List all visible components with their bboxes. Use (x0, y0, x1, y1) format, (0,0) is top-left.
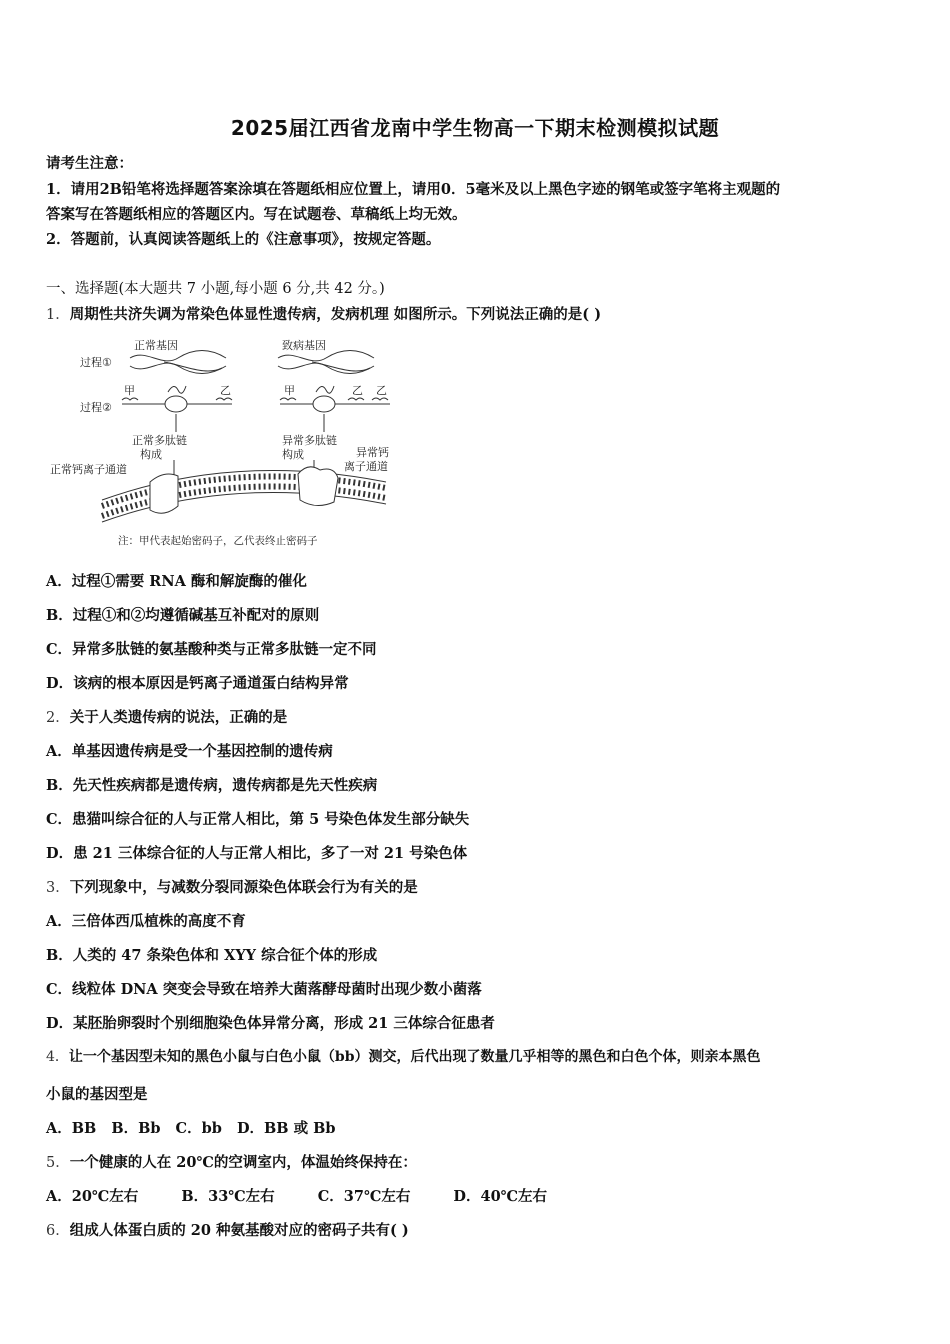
question-2-stem (46, 706, 287, 727)
question-1-text: 周期性共济失调为常染色体显性遗传病，发病机理 如图所示。下列说法正确的是( ) (69, 306, 602, 323)
normal-calcium-channel (150, 474, 178, 513)
ribosome-right (313, 396, 335, 412)
question-3-text: 下列现象中，与减数分裂同源染色体联会行为有关的是 (69, 879, 418, 896)
question-1-number: 1． (46, 307, 70, 323)
dna-strand-left-bottom (130, 363, 226, 373)
normal-gene-label: 正常基因 (134, 339, 178, 352)
abnormal-calcium-channel (298, 467, 338, 506)
q3-option-d: D．某胚胎卵裂时个别细胞染色体异常分离，形成 21 三体综合征患者 (46, 1015, 495, 1032)
q2-option-d: D．患 21 三体综合征的人与正常人相比，多了一对 21 号染色体 (46, 845, 468, 862)
q2-option-b: B．先天性疾病都是遗传病，遗传病都是先天性疾病 (46, 777, 378, 794)
dna-strand-left-top (130, 351, 226, 361)
form-right-label: 构成 (282, 448, 304, 461)
q3-option-b: B．人类的 47 条染色体和 XYY 综合征个体的形成 (46, 947, 378, 964)
q5-option-d: D．40℃左右 (453, 1188, 548, 1205)
abnormal-channel-label-2: 离子通道 (344, 460, 388, 473)
figure-note: 注：甲代表起始密码子，乙代表终止密码子 (118, 535, 318, 547)
codon-arc-left-stop (216, 398, 232, 400)
q3-option-c: C．线粒体 DNA 突变会导致在培养大菌落酵母菌时出现少数小菌落 (46, 981, 482, 998)
stop-codon-right-label-1: 乙 (352, 384, 363, 397)
q4-option-d: D．BB 或 Bb (236, 1120, 336, 1137)
q1-option-b: B．过程①和②均遵循碱基互补配对的原则 (46, 607, 320, 624)
q5-option-c: C．37℃左右 (317, 1188, 411, 1205)
q5-option-a: A．20℃左右 (46, 1188, 139, 1205)
process-1-label: 过程① (80, 356, 112, 369)
disease-gene-label: 致病基因 (282, 339, 326, 352)
q2-option-a: A．单基因遗传病是受一个基因控制的遗传病 (46, 743, 333, 760)
q3-option-a: A．三倍体西瓜植株的高度不育 (46, 913, 246, 930)
question-4-number: 4． (46, 1049, 69, 1065)
question-4-stem (46, 1046, 761, 1066)
question-3-number: 3． (46, 880, 70, 896)
q4-option-c: C．bb (175, 1120, 222, 1137)
q4-options (46, 1117, 346, 1138)
codon-arc-left-start (122, 398, 138, 400)
process-2-label: 过程② (80, 401, 112, 414)
codon-arc-right-stop-2 (372, 398, 388, 400)
page-title: 2025届江西省龙南中学生物高一下期末检测模拟试题 (230, 116, 720, 140)
question-4-text-line-1: 让一个基因型未知的黑色小鼠与白色小鼠（bb）测交，后代出现了数量几乎相等的黑色和白色个体，则亲本黑色 (68, 1049, 761, 1065)
q5-option-b: B．33℃左右 (181, 1188, 275, 1205)
q5-options (46, 1185, 557, 1206)
notice-item-2: 2．答题前，认真阅读答题纸上的《注意事项》，按规定答题。 (46, 231, 441, 248)
normal-polypeptide-label: 正常多肽链 (132, 434, 187, 447)
abnormal-polypeptide-label: 异常多肽链 (282, 434, 337, 447)
notice-heading: 请考生注意： (46, 155, 133, 172)
q2-option-c: C．患猫叫综合征的人与正常人相比，第 5 号染色体发生部分缺失 (46, 811, 470, 828)
peptide-squiggle-right (316, 386, 334, 393)
membrane-inner (102, 492, 386, 522)
notice-item-1-line-2: 答案写在答题纸相应的答题区内。写在试题卷、草稿纸上均无效。 (46, 206, 467, 223)
codon-arc-right-start (280, 398, 296, 400)
dna-strand-right-top (278, 351, 374, 361)
peptide-squiggle-left (168, 386, 186, 393)
question-2-number: 2． (46, 710, 70, 726)
q1-option-a: A．过程①需要 RNA 酶和解旋酶的催化 (46, 573, 307, 590)
gene-expression-diagram (46, 332, 406, 554)
ribosome-left (165, 396, 187, 412)
question-5-stem (46, 1151, 417, 1172)
stop-codon-left-label: 乙 (220, 384, 231, 397)
question-5-text: 一个健康的人在 20℃的空调室内，体温始终保持在： (69, 1154, 417, 1171)
question-6-stem (46, 1219, 409, 1240)
question-2-text: 关于人类遗传病的说法，正确的是 (69, 709, 288, 726)
question-6-text: 组成人体蛋白质的 20 种氨基酸对应的密码子共有( ) (69, 1222, 409, 1239)
question-6-number: 6． (46, 1223, 70, 1239)
question-5-number: 5． (46, 1155, 70, 1171)
start-codon-right-label: 甲 (284, 384, 295, 397)
q4-option-b: B．Bb (111, 1120, 161, 1137)
stop-codon-right-label-2: 乙 (376, 384, 387, 397)
section-heading: 一、选择题(本大题共 7 小题,每小题 6 分,共 42 分。) (46, 281, 385, 297)
q4-option-a: A．BB (46, 1120, 97, 1137)
start-codon-left-label: 甲 (124, 384, 135, 397)
form-left-label: 构成 (140, 448, 162, 461)
abnormal-channel-label-1: 异常钙 (356, 446, 389, 459)
question-3-stem (46, 876, 418, 897)
q1-option-d: D．该病的根本原因是钙离子通道蛋白结构异常 (46, 675, 349, 692)
dna-strand-right-bottom (278, 363, 374, 373)
q1-option-c: C．异常多肽链的氨基酸种类与正常多肽链一定不同 (46, 641, 377, 658)
normal-channel-label: 正常钙离子通道 (50, 463, 127, 476)
question-4-text-line-2: 小鼠的基因型是 (46, 1086, 148, 1103)
notice-item-1-line-1: 1．请用2B铅笔将选择题答案涂填在答题纸相应位置上，请用0．5毫米及以上黑色字迹的钢笔或签字笔将主观题的 (46, 181, 781, 198)
question-1-stem (46, 303, 601, 324)
codon-arc-right-stop-1 (348, 398, 364, 400)
